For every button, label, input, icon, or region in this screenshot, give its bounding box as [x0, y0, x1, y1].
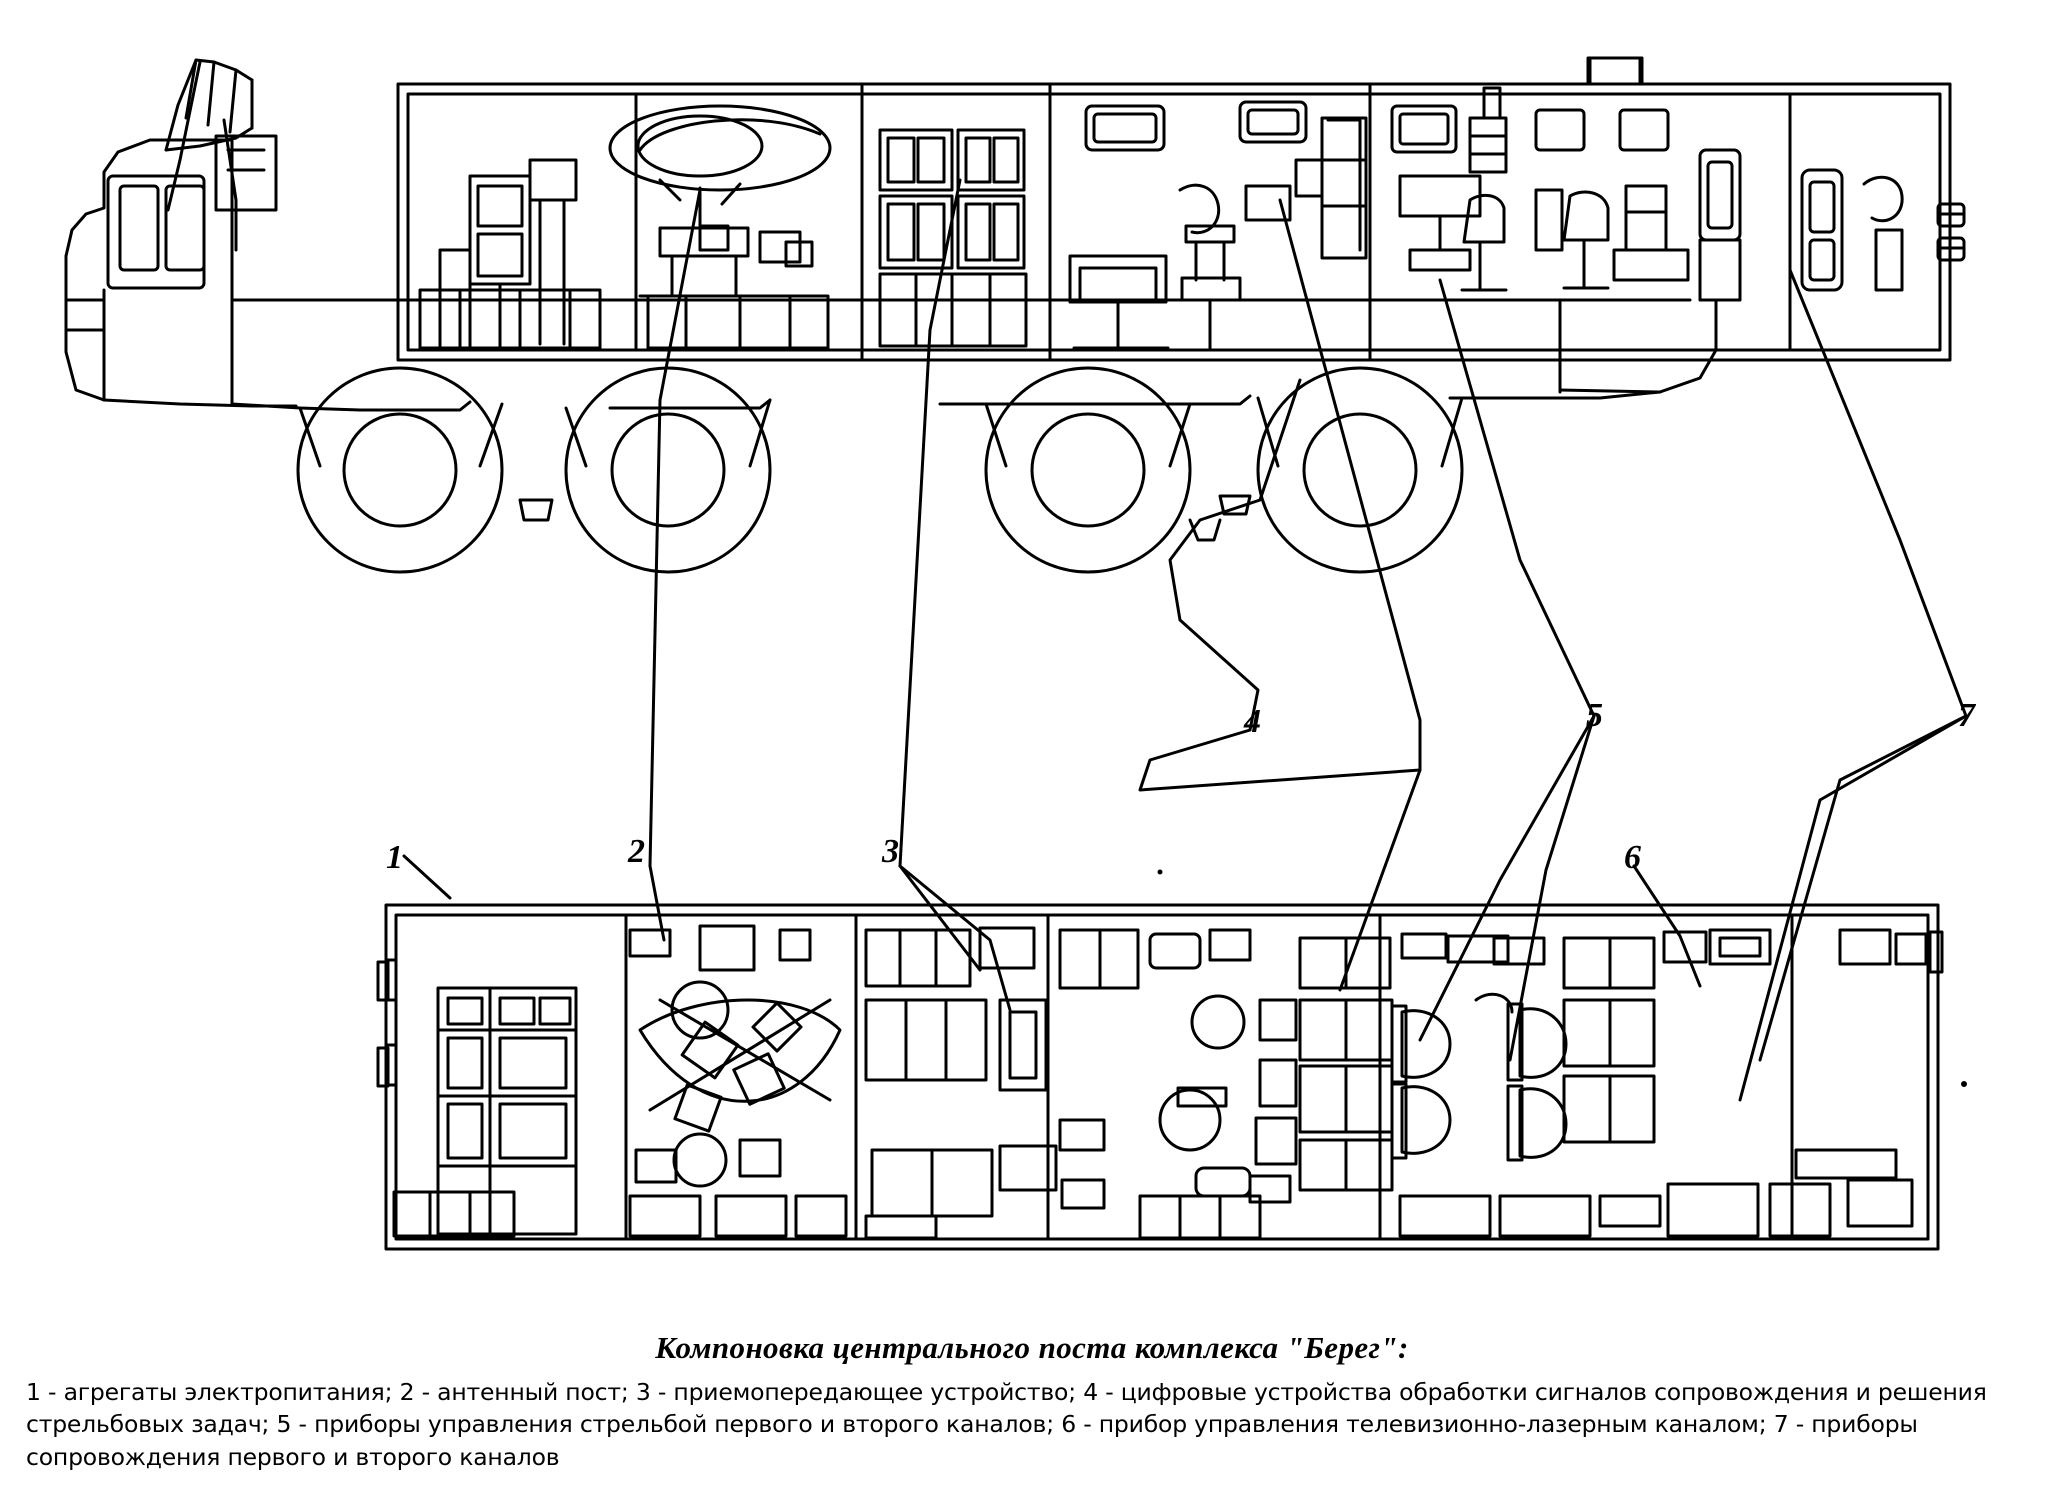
scan-artifacts [1158, 870, 1968, 1088]
figure-title: Компоновка центрального поста комплекса "Берег": [655, 1330, 1409, 1365]
callout-2: 2 [628, 833, 645, 870]
callout-4: 4 [1244, 703, 1261, 740]
plan-tv-laser-console [1476, 938, 1654, 1160]
callout-5: 5 [1586, 697, 1603, 734]
plan-antenna-post [630, 926, 846, 1236]
callout-6: 6 [1624, 839, 1641, 876]
figure-legend [0, 1376, 2064, 1473]
compartment-digital-processing [1070, 102, 1366, 348]
compartment-consoles [1392, 88, 1964, 300]
callout-1: 1 [386, 839, 403, 876]
callout-7: 7 [1958, 697, 1975, 734]
plan-fire-control-consoles [1256, 934, 1508, 1190]
plan-power-units [394, 988, 576, 1236]
compartment-antenna-post [610, 106, 830, 348]
leader-lines [404, 180, 1966, 1100]
plan-transceiver [866, 928, 1056, 1238]
plan-digital-devices [1060, 930, 1290, 1238]
plan-view-cabin [378, 905, 1942, 1249]
side-view-vehicle [66, 58, 1964, 572]
compartment-power-units [420, 160, 600, 348]
legend-text: 1 - агрегаты электропитания; 2 - антенный пост; 3 - приемопередающее устройство; 4 - цифровые устройства обработки сигналов сопровождения и решения стрельбовых задач; 5 - приборы управления стрельбой первого и второго каналов; 6 - прибор управления телевизионно-лазерным каналом; 7 - приборы сопровождения первого и второго каналов [26, 1378, 1987, 1471]
plan-tracking-devices [1400, 930, 1926, 1236]
callout-3: 3 [882, 833, 899, 870]
wheels [298, 368, 1462, 572]
figure-caption [0, 1330, 2064, 1473]
compartment-transceiver [880, 130, 1026, 346]
